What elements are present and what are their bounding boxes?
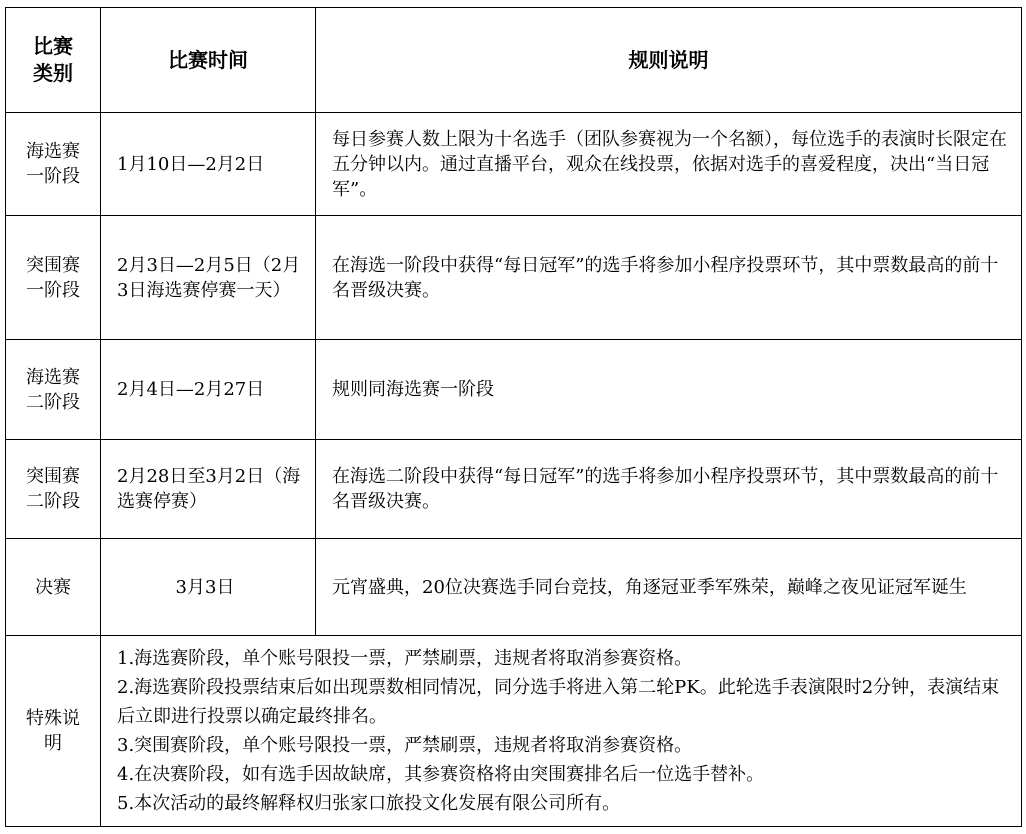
row-rules: 每日参赛人数上限为十名选手（团队参赛视为一个名额），每位选手的表演时长限定在五分钟以内。通过直播平台，观众在线投票，依据对选手的喜爱程度，决出“当日冠军”。 [316, 113, 1022, 216]
row-rules: 在海选二阶段中获得“每日冠军”的选手将参加小程序投票环节，其中票数最高的前十名晋级决赛。 [316, 440, 1022, 539]
special-notes [101, 636, 1022, 827]
schedule-table [5, 7, 1022, 827]
row-time: 3月3日 [101, 539, 316, 636]
row-category: 突围赛二阶段 [6, 440, 101, 539]
header-row [6, 8, 1022, 113]
table-row [6, 216, 1022, 340]
row-time: 1月10日—2月2日 [101, 113, 316, 216]
row-category: 海选赛二阶段 [6, 340, 101, 440]
special-row [6, 636, 1022, 827]
header-category: 比赛类别 [6, 8, 101, 113]
header-rules: 规则说明 [316, 8, 1022, 113]
note-item: 1.海选赛阶段，单个账号限投一票，严禁刷票，违规者将取消参赛资格。 [117, 648, 693, 669]
table-row [6, 440, 1022, 539]
table-row [6, 340, 1022, 440]
special-label: 特殊说明 [6, 636, 101, 827]
row-rules: 元宵盛典，20位决赛选手同台竞技，角逐冠亚季军殊荣，巅峰之夜见证冠军诞生 [316, 539, 1022, 636]
note-item: 4.在决赛阶段，如有选手因故缺席，其参赛资格将由突围赛排名后一位选手替补。 [117, 764, 765, 785]
table-row [6, 113, 1022, 216]
table-row [6, 539, 1022, 636]
row-category: 海选赛一阶段 [6, 113, 101, 216]
row-time: 2月4日—2月27日 [101, 340, 316, 440]
row-time: 2月3日—2月5日（2月3日海选赛停赛一天） [101, 216, 316, 340]
row-rules: 规则同海选赛一阶段 [316, 340, 1022, 440]
note-item: 2.海选赛阶段投票结束后如出现票数相同情况，同分选手将进入第二轮PK。此轮选手表演限时2分钟，表演结束后立即进行投票以确定最终排名。 [117, 677, 1000, 727]
header-time: 比赛时间 [101, 8, 316, 113]
row-category: 突围赛一阶段 [6, 216, 101, 340]
row-category: 决赛 [6, 539, 101, 636]
note-item: 3.突围赛阶段，单个账号限投一票，严禁刷票，违规者将取消参赛资格。 [117, 735, 693, 756]
note-item: 5.本次活动的最终解释权归张家口旅投文化发展有限公司所有。 [117, 793, 621, 814]
row-rules: 在海选一阶段中获得“每日冠军”的选手将参加小程序投票环节，其中票数最高的前十名晋级决赛。 [316, 216, 1022, 340]
row-time: 2月28日至3月2日（海选赛停赛） [101, 440, 316, 539]
